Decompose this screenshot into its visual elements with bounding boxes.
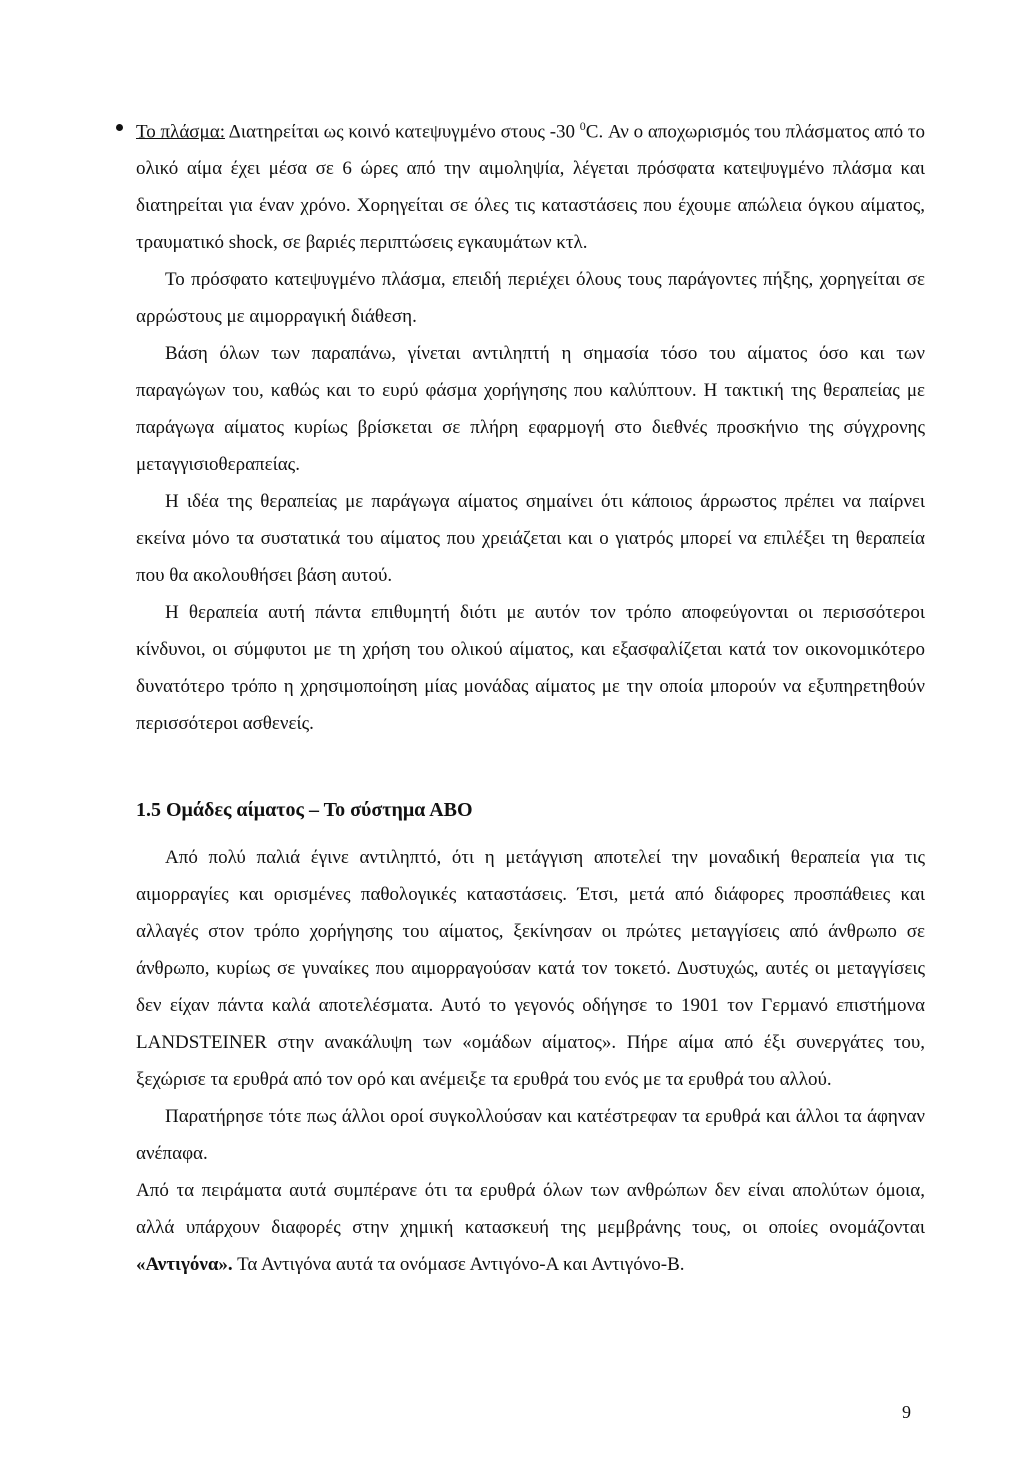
bullet-text-continued: C. Αν ο αποχωρισμός του πλάσματος από το ολικό αίμα έχει μέσα σε 6 ώρες από την αιμοληψία, λέγεται πρόσφατα κατεψυγμένο πλάσμα και διατηρείται για έναν χρόνο. Χορηγείται σε όλες τις καταστάσεις που έχουμε απώλεια όγκου αίματος, τραυματικό shock, σε βαριές περιπτώσεις εγκαυμάτων κτλ. — [136, 121, 925, 254]
page-content — [136, 108, 925, 1283]
bullet-dot — [116, 124, 123, 131]
paragraph: Η ιδέα της θεραπείας με παράγωγα αίματος σημαίνει ότι κάποιος άρρωστος πρέπει να παίρνει εκείνα μόνο τα συστατικά του αίματος που χρειάζεται και ο γιατρός μπορεί να επιλέξει τη θεραπεία που θα ακολουθήσει βάση αυτού. — [136, 491, 925, 587]
paragraph-text: Από τα πειράματα αυτά συμπέρανε ότι τα ερυθρά όλων των ανθρώπων δεν είναι απολύτων όμοια, αλλά υπάρχουν διαφορές στην χημική κατασκευή της μεμβράνης τους, οι οποίες ονομάζονται — [136, 1180, 925, 1239]
bullet-text: Διατηρείται ως κοινό κατεψυγμένο στους -30 — [224, 121, 580, 143]
degree-superscript: 0 — [579, 119, 586, 133]
paragraph-text-continued: Τα Αντιγόνα αυτά τα ονόμασε Αντιγόνο-Α και Αντιγόνο-Β. — [232, 1254, 685, 1276]
bullet-item-plasma — [136, 108, 925, 261]
section-heading: 1.5 Ομάδες αίματος – Το σύστημα ΑΒΟ — [136, 799, 473, 822]
paragraph: Παρατήρησε τότε πως άλλοι οροί συγκολλούσαν και κατέστρεφαν τα ερυθρά και άλλοι τα άφηναν ανέπαφα. — [136, 1106, 925, 1165]
paragraph: Βάση όλων των παραπάνω, γίνεται αντιληπτή η σημασία τόσο του αίματος όσο και των παραγώγων του, καθώς και το ευρύ φάσμα χορήγησης που καλύπτουν. Η τακτική της θεραπείας με παράγωγα αίματος κυρίως βρίσκεται σε πλήρη εφαρμογή στο διεθνές προσκήνιο της σύγχρονης μεταγγισιοθεραπείας. — [136, 343, 925, 476]
bullet-label: Το πλάσμα: — [136, 121, 225, 143]
paragraph: Από πολύ παλιά έγινε αντιληπτό, ότι η μετάγγιση αποτελεί την μοναδική θεραπεία για τις αιμορραγίες και ορισμένες παθολογικές καταστάσεις. Έτσι, μετά από διάφορες προσπάθειες και αλλαγές στον τρόπο χορήγησης του αίματος, ξεκίνησαν οι πρώτες μεταγγίσεις από άνθρωπο σε άνθρωπο, κυρίως σε γυναίκες που αιμορραγούσαν κατά τον τοκετό. Δυστυχώς, αυτές οι μεταγγίσεις δεν είχαν πάντα καλά αποτελέσματα. Αυτό το γεγονός οδήγησε το 1901 τον Γερμανό επιστήμονα LANDSTEINER στην ανακάλυψη των «ομάδων αίματος». Πήρε αίμα από έξι συνεργάτες του, ξεχώρισε τα ερυθρά από τον ορό και ανέμειξε τα ερυθρά του ενός με τα ερυθρά του αλλού. — [136, 847, 925, 1091]
paragraph: Η θεραπεία αυτή πάντα επιθυμητή διότι με αυτόν τον τρόπο αποφεύγονται οι περισσότεροι κίνδυνοι, οι σύμφυτοι με τη χρήση του ολικού αίματος, και εξασφαλίζεται κατά τον οικονομικότερο δυνατότερο τρόπο η χρησιμοποίηση μίας μονάδας αίματος με την οποία μπορούν να εξυπηρετηθούν περισσότεροι ασθενείς. — [136, 602, 925, 735]
bold-term: «Αντιγόνα». — [136, 1254, 233, 1276]
paragraph: Το πρόσφατο κατεψυγμένο πλάσμα, επειδή περιέχει όλους τους παράγοντες πήξης, χορηγείται σε αρρώστους με αιμορραγική διάθεση. — [136, 269, 925, 328]
page-number: 9 — [902, 1402, 911, 1422]
paragraph-antigens — [136, 1172, 925, 1283]
